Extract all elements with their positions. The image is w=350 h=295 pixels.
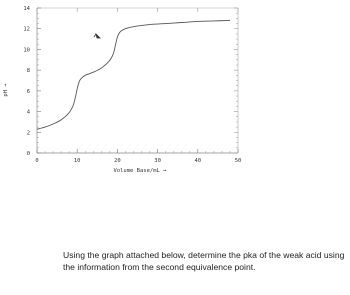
x-tick-label-4: 40 bbox=[194, 158, 202, 164]
x-tick-label-0: 0 bbox=[35, 158, 39, 164]
y-tick-label-0: 0 bbox=[26, 151, 30, 157]
x-tick-label-2: 20 bbox=[114, 158, 121, 164]
y-tick-label-2: 4 bbox=[26, 109, 30, 116]
y-tick-label-5: 10 bbox=[23, 47, 30, 54]
y-tick-label-6: 12 bbox=[23, 26, 30, 33]
x-tick-label-5: 50 bbox=[234, 158, 242, 164]
y-tick-label-7: 14 bbox=[23, 6, 30, 12]
titration-curve bbox=[37, 20, 230, 129]
arrow-mark bbox=[94, 34, 100, 38]
x-tick-label-3: 30 bbox=[154, 158, 161, 164]
y-tick-label-1: 2 bbox=[26, 130, 30, 137]
y-axis-title: pH → bbox=[3, 83, 9, 97]
question-text: Using the graph attached below, determine the pka of the weak acid using the information from the second equivalence point. bbox=[63, 250, 345, 272]
y-tick-label-3: 6 bbox=[26, 88, 30, 95]
x-axis-title: Volume Base/mL → bbox=[113, 168, 167, 174]
x-tick-label-1: 10 bbox=[73, 158, 81, 164]
y-tick-label-4: 8 bbox=[26, 68, 30, 75]
